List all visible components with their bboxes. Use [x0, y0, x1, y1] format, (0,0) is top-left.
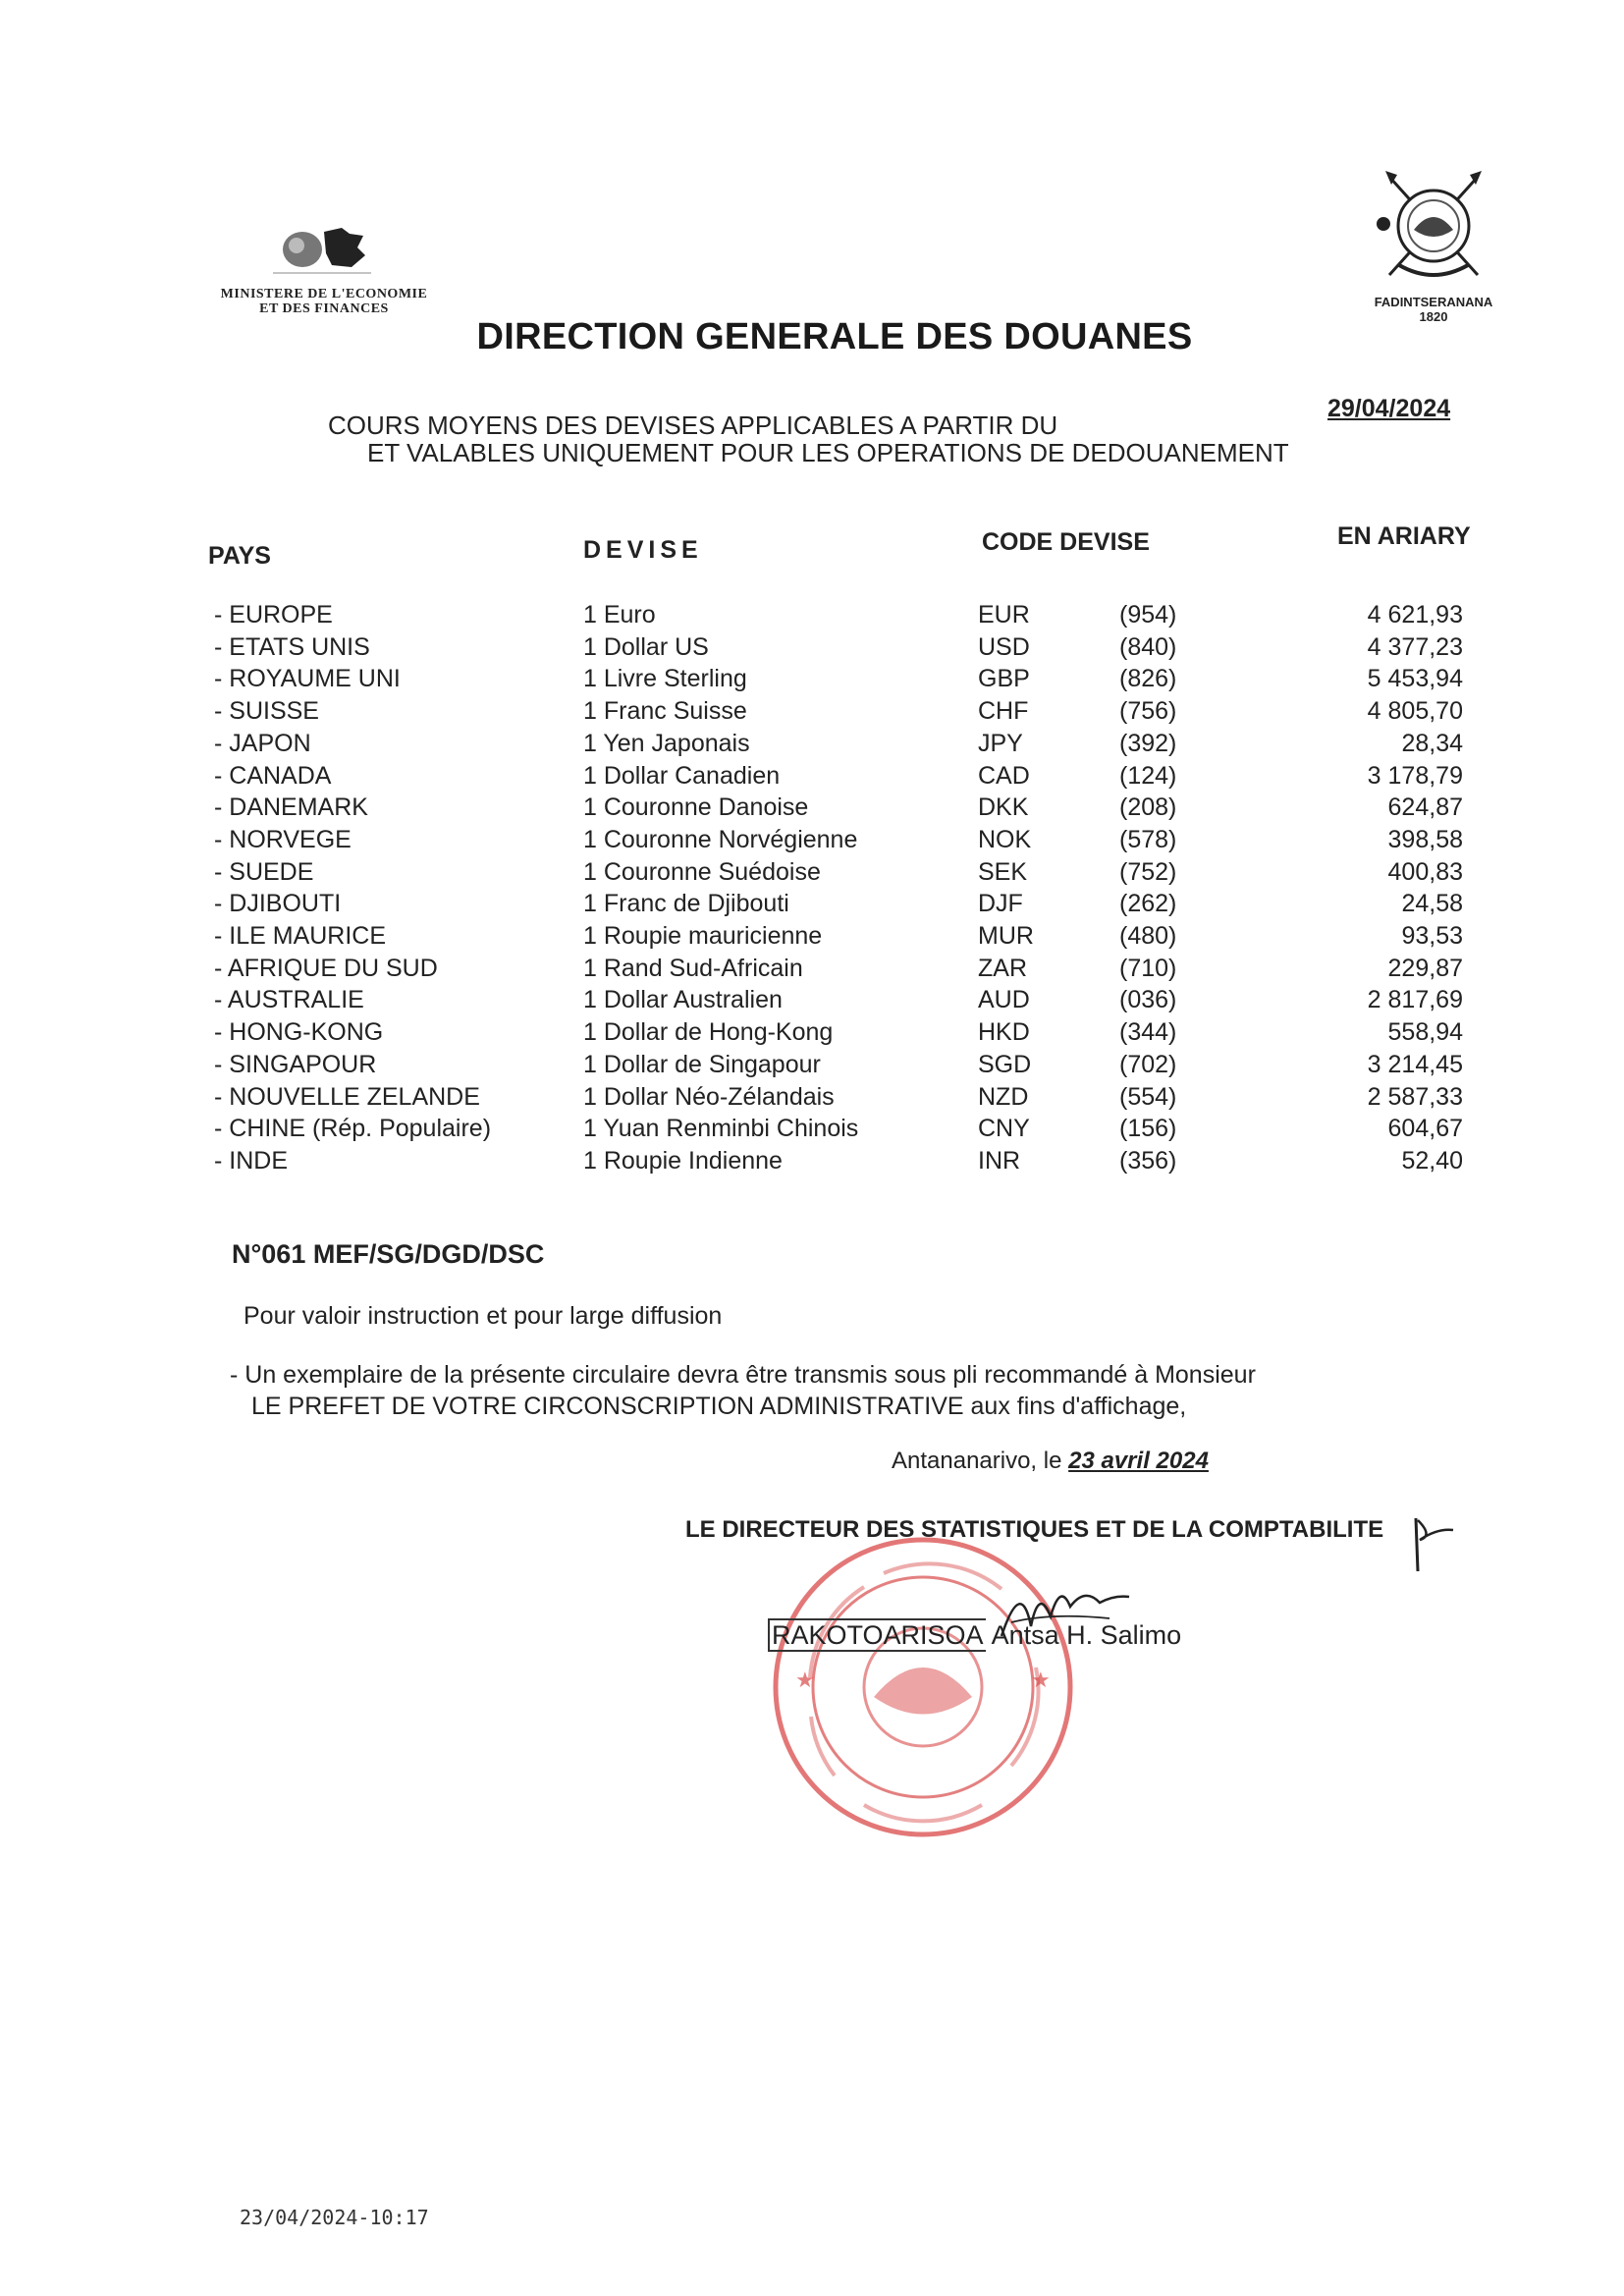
column-header-rate: EN ARIARY [1337, 522, 1471, 550]
svg-text:★: ★ [795, 1667, 815, 1692]
currency-cell: 1 Couronne Suédoise [583, 857, 821, 886]
numeric-code-cell: (156) [1119, 1115, 1177, 1143]
rate-cell: 4 621,93 [1367, 601, 1463, 629]
numeric-code-cell: (480) [1119, 922, 1177, 950]
rate-cell: 52,40 [1401, 1146, 1463, 1175]
column-header-currency: DEVISE [583, 536, 703, 564]
currency-code-cell: HKD [978, 1018, 1030, 1047]
currency-cell: 1 Dollar Australien [583, 986, 783, 1014]
currency-cell: 1 Couronne Norvégienne [583, 825, 858, 853]
table-row [0, 1115, 1624, 1146]
rate-cell: 4 805,70 [1367, 697, 1463, 726]
country-cell: - INDE [214, 1146, 288, 1175]
country-cell: - EUROPE [214, 601, 333, 629]
rate-cell: 558,94 [1387, 1018, 1463, 1047]
currency-cell: 1 Couronne Danoise [583, 793, 809, 822]
currency-code-cell: CNY [978, 1115, 1030, 1143]
ministry-logo-icon [273, 224, 371, 275]
table-row [0, 1083, 1624, 1115]
currency-code-cell: SGD [978, 1050, 1032, 1078]
currency-code-cell: USD [978, 632, 1030, 661]
currency-code-cell: AUD [978, 986, 1030, 1014]
currency-code-cell: NOK [978, 825, 1032, 853]
numeric-code-cell: (036) [1119, 986, 1177, 1014]
country-cell: - AFRIQUE DU SUD [214, 954, 438, 982]
table-row [0, 793, 1624, 825]
signer-given-names: Antsa H. Salimo [985, 1620, 1182, 1650]
country-cell: - JAPON [214, 729, 311, 757]
rate-cell: 624,87 [1387, 793, 1463, 822]
country-cell: - ETATS UNIS [214, 632, 370, 661]
currency-cell: 1 Roupie mauricienne [583, 922, 823, 950]
country-cell: - CHINE (Rép. Populaire) [214, 1115, 492, 1143]
signature-date: 23 avril 2024 [1068, 1448, 1209, 1474]
currency-cell: 1 Dollar Canadien [583, 761, 781, 790]
currency-code-cell: MUR [978, 922, 1034, 950]
table-row [0, 922, 1624, 954]
transmission-note: - Un exemplaire de la présente circulaire devra être transmis sous pli recommandé à Monsieur [230, 1361, 1256, 1389]
currency-code-cell: ZAR [978, 954, 1027, 982]
ministry-name: MINISTERE DE L'ECONOMIE ET DES FINANCES [220, 287, 428, 316]
table-row [0, 858, 1624, 890]
country-cell: - CANADA [214, 761, 332, 790]
numeric-code-cell: (208) [1119, 793, 1177, 822]
national-emblem-icon [1370, 167, 1497, 295]
currency-cell: 1 Dollar de Hong-Kong [583, 1018, 834, 1047]
currency-code-cell: CAD [978, 761, 1030, 790]
rate-cell: 2 817,69 [1367, 986, 1463, 1014]
currency-code-cell: GBP [978, 665, 1030, 693]
rate-cell: 28,34 [1401, 729, 1463, 757]
place-and-date [892, 1448, 1209, 1475]
numeric-code-cell: (840) [1119, 632, 1177, 661]
numeric-code-cell: (356) [1119, 1146, 1177, 1175]
country-cell: - ILE MAURICE [214, 922, 387, 950]
currency-code-cell: CHF [978, 697, 1029, 726]
currency-cell: 1 Dollar de Singapour [583, 1050, 821, 1078]
currency-cell: 1 Franc Suisse [583, 697, 747, 726]
table-row [0, 1147, 1624, 1178]
table-row [0, 890, 1624, 921]
country-cell: - HONG-KONG [214, 1018, 384, 1047]
rate-cell: 24,58 [1401, 890, 1463, 918]
emblem-motto: FADINTSERANANA 1820 [1374, 295, 1493, 324]
country-cell: - NOUVELLE ZELANDE [214, 1082, 480, 1111]
numeric-code-cell: (554) [1119, 1082, 1177, 1111]
table-row [0, 730, 1624, 761]
currency-code-cell: EUR [978, 601, 1030, 629]
rate-cell: 398,58 [1387, 825, 1463, 853]
currency-code-cell: SEK [978, 857, 1028, 886]
print-timestamp: 23/04/2024-10:17 [240, 2206, 429, 2229]
country-cell: - SUEDE [214, 857, 314, 886]
table-row [0, 601, 1624, 632]
country-cell: - NORVEGE [214, 825, 352, 853]
instruction-note: Pour valoir instruction et pour large diffusion [244, 1302, 723, 1330]
currency-cell: 1 Yen Japonais [583, 729, 750, 757]
column-header-code: CODE DEVISE [982, 528, 1150, 556]
currency-code-cell: NZD [978, 1082, 1029, 1111]
rate-cell: 93,53 [1401, 922, 1463, 950]
rate-cell: 604,67 [1387, 1115, 1463, 1143]
circular-reference: N°061 MEF/SG/DGD/DSC [232, 1239, 545, 1269]
rate-cell: 3 178,79 [1367, 761, 1463, 790]
currency-cell: 1 Rand Sud-Africain [583, 954, 803, 982]
table-row [0, 762, 1624, 793]
table-row [0, 1051, 1624, 1082]
currency-cell: 1 Euro [583, 601, 656, 629]
country-cell: - ROYAUME UNI [214, 665, 401, 693]
numeric-code-cell: (752) [1119, 857, 1177, 886]
numeric-code-cell: (344) [1119, 1018, 1177, 1047]
director-title: LE DIRECTEUR DES STATISTIQUES ET DE LA COMPTABILITE [685, 1516, 1384, 1543]
table-row [0, 955, 1624, 986]
numeric-code-cell: (578) [1119, 825, 1177, 853]
signer-name [768, 1620, 1181, 1651]
rate-cell: 229,87 [1387, 954, 1463, 982]
numeric-code-cell: (756) [1119, 697, 1177, 726]
svg-text:★: ★ [1031, 1667, 1051, 1692]
place-label: Antananarivo, le [892, 1448, 1069, 1474]
currency-cell: 1 Livre Sterling [583, 665, 747, 693]
numeric-code-cell: (262) [1119, 890, 1177, 918]
initials-mark-icon [1410, 1510, 1459, 1579]
table-row [0, 633, 1624, 665]
table-row [0, 697, 1624, 729]
currency-code-cell: DKK [978, 793, 1029, 822]
currency-code-cell: DJF [978, 890, 1023, 918]
numeric-code-cell: (124) [1119, 761, 1177, 790]
currency-cell: 1 Yuan Renminbi Chinois [583, 1115, 859, 1143]
transmission-note-continued: LE PREFET DE VOTRE CIRCONSCRIPTION ADMINISTRATIVE aux fins d'affichage, [251, 1393, 1187, 1420]
country-cell: - AUSTRALIE [214, 986, 364, 1014]
currency-code-cell: JPY [978, 729, 1023, 757]
page-title: DIRECTION GENERALE DES DOUANES [476, 316, 1193, 357]
country-cell: - SUISSE [214, 697, 319, 726]
currency-cell: 1 Franc de Djibouti [583, 890, 789, 918]
subtitle-line-2: ET VALABLES UNIQUEMENT POUR LES OPERATIONS DE DEDOUANEMENT [367, 438, 1289, 467]
numeric-code-cell: (954) [1119, 601, 1177, 629]
country-cell: - DJIBOUTI [214, 890, 342, 918]
rate-cell: 400,83 [1387, 857, 1463, 886]
rate-cell: 4 377,23 [1367, 632, 1463, 661]
table-row [0, 665, 1624, 696]
currency-cell: 1 Dollar US [583, 632, 709, 661]
country-cell: - SINGAPOUR [214, 1050, 377, 1078]
currency-cell: 1 Roupie Indienne [583, 1146, 783, 1175]
subtitle-line-1: COURS MOYENS DES DEVISES APPLICABLES A PARTIR DU [328, 410, 1058, 440]
currency-cell: 1 Dollar Néo-Zélandais [583, 1082, 835, 1111]
rate-cell: 5 453,94 [1367, 665, 1463, 693]
numeric-code-cell: (702) [1119, 1050, 1177, 1078]
currency-code-cell: INR [978, 1146, 1021, 1175]
column-header-country: PAYS [208, 542, 271, 570]
rate-cell: 2 587,33 [1367, 1082, 1463, 1111]
numeric-code-cell: (710) [1119, 954, 1177, 982]
rate-cell: 3 214,45 [1367, 1050, 1463, 1078]
table-row [0, 986, 1624, 1017]
numeric-code-cell: (392) [1119, 729, 1177, 757]
table-row [0, 826, 1624, 857]
table-row [0, 1018, 1624, 1050]
effective-date: 29/04/2024 [1327, 395, 1451, 422]
signer-surname: RAKOTOARISOA [768, 1618, 986, 1652]
numeric-code-cell: (826) [1119, 665, 1177, 693]
country-cell: - DANEMARK [214, 793, 368, 822]
